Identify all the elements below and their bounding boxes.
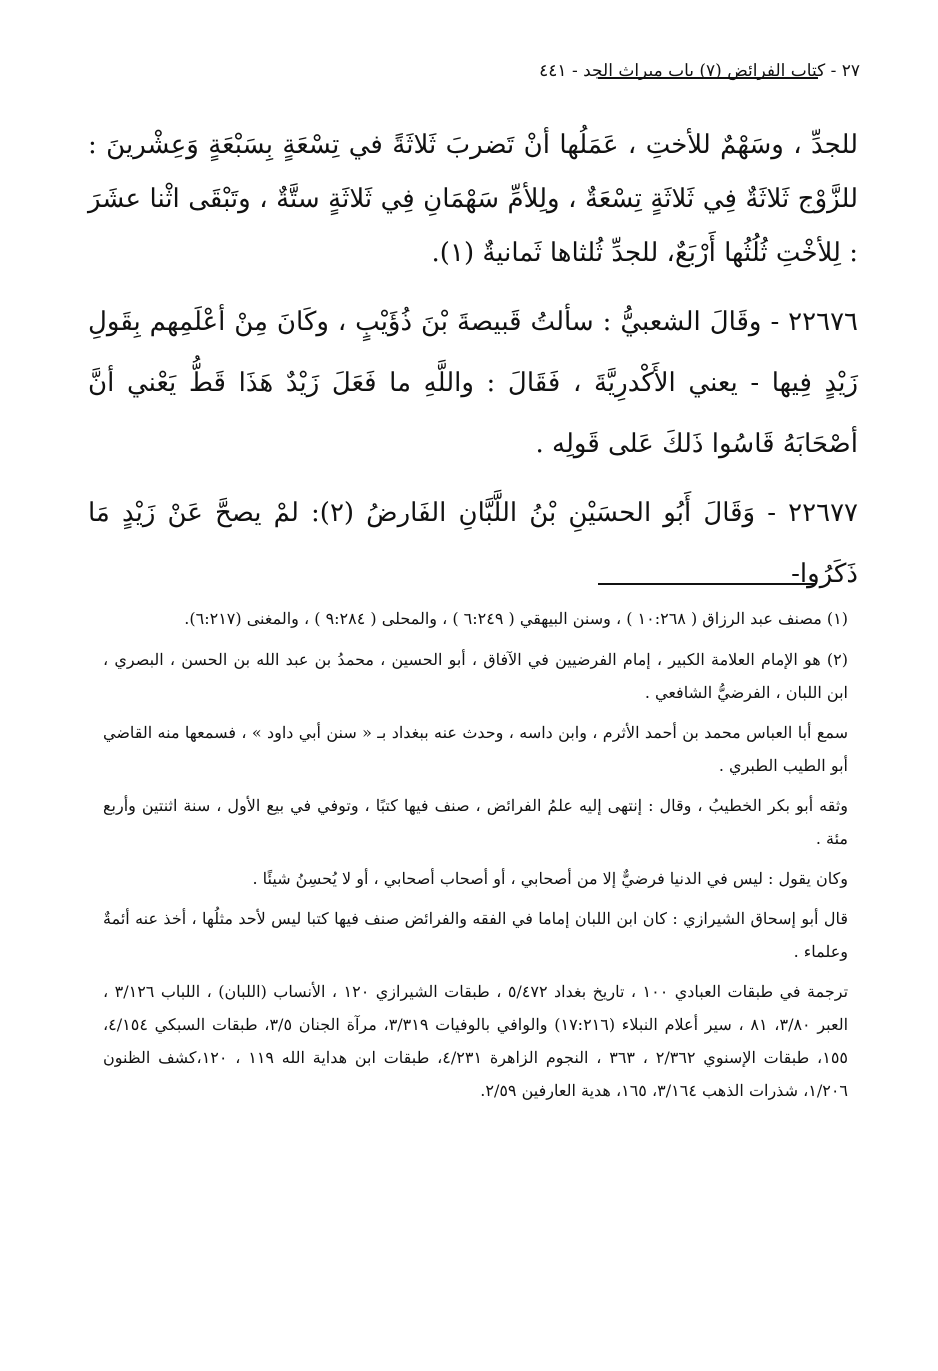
paragraph-continuation: للجدِّ ، وسَهْمٌ للأختِ ، عَمَلُها أنْ تَضربَ ثَلاثَةً في تِسْعَةٍ بِسَبْعَةٍ وَعِشْرينَ : للزَّوْج ثَلاثَةٌ فِي ثَلاثَةٍ تِسْعَةٌ ، ولِلأمِّ سَهْمَانِ فِي ثَلاثَةٍ ستَّةٌ ، وتَبْقَى اثْنا عشَرَ : لِلأخْتِ ثُلُثُها أَرْبَعٌ، للجدِّ ثُلثاها ثَمانيةٌ (١).: [88, 130, 858, 268]
footnote-2-shirazi: قال أبو إسحاق الشيرازي : كان ابن اللبان إماما في الفقه والفرائض صنف فيها كتبا ليس لأحد مثلُها ، أخذ عنه أئمةٌ وعلماء .: [103, 909, 848, 961]
footnotes: [103, 602, 848, 1107]
footnote-2-saying: وكان يقول : ليس في الدنيا فرضيٌّ إلا من أصحابي ، أو أصحاب أصحابي ، أو لا يُحسِنُ شيئًا .: [252, 869, 848, 888]
footnote-2-bio: (٢) هو الإمام العلامة الكبير ، إمام الفرضيين في الآفاق ، أبو الحسين ، محمدُ بن عبد الله بن الحسن ، البصري ، ابن اللبان ، الفرضيُّ الشافعي .: [103, 650, 848, 702]
running-header: ٢٧ - كتاب الفرائض (٧) باب ميراث الجد - ٤٤١: [539, 61, 860, 81]
main-text: [88, 118, 858, 605]
header-rule: [598, 77, 818, 79]
footnote-2-teachers: سمع أبا العباس محمد بن أحمد الأثرم ، وابن داسه ، وحدث عنه ببغداد بـ « سنن أبي داود » ، فسمعها منه القاضي أبو الطيب الطبري .: [103, 723, 848, 775]
footnote-separator: [598, 583, 816, 585]
footnote-1: (١) مصنف عبد الرزاق ( ١٠:٢٦٨ ) ، وسنن البيهقي ( ٦:٢٤٩ ) ، والمحلى ( ٩:٢٨٤ ) ، والمغنى (٦:٢١٧).: [184, 609, 848, 628]
paragraph-22677: ٢٢٦٧٧ - وَقَالَ أَبُو الحسَيْنِ بْنُ اللَّبَّانِ الفَارضُ (٢): لمْ يصحَّ عَنْ زَيْدٍ مَا ذَكَرُوا-: [88, 498, 858, 589]
paragraph-22676: ٢٢٦٧٦ - وقَالَ الشعبيُّ : سألتُ قَبيصةَ بْنَ ذُؤَيْبٍ ، وكَانَ مِنْ أعْلَمِهم بِقَولِ زَيْدٍ فِيها - يعني الأَكْدرِيَّةَ ، فَقَالَ : واللَّهِ ما فَعَلَ زَيْدٌ هَذَا قَطُّ يَعْني أنَّ أصْحَابَهُ قَاسُوا ذَلكَ عَلى قَولِه .: [88, 307, 858, 459]
footnote-2-sources: ترجمة في طبقات العبادي ١٠٠ ، تاريخ بغداد ٥/٤٧٢ ، طبقات الشيرازي ١٢٠ ، الأنساب (اللبان) ، اللباب ٣/١٢٦ ، العبر ٣/٨٠، ٨١ ، سير أعلام النبلاء (١٧:٢١٦) والوافي بالوفيات ٣/٣١٩، مرآة الجنان ٣/٥، طبقات السبكي ٤/١٥٤، ١٥٥، طبقات الإسنوي ٢/٣٦٢ ، ٣٦٣ ، النجوم الزاهرة ٤/٢٣١، طبقات ابن هداية الله ١١٩ ، ١٢٠،كشف الظنون ١/٢٠٦، شذرات الذهب ٣/١٦٤، ١٦٥، هدية العارفين ٢/٥٩.: [103, 982, 849, 1100]
footnote-2-trust: وثقه أبو بكر الخطيبُ ، وقال : إنتهى إليه علمُ الفرائض ، صنف فيها كتبًا ، وتوفي في بيع الأول ، سنة اثنتين وأربع مئة .: [103, 796, 849, 848]
